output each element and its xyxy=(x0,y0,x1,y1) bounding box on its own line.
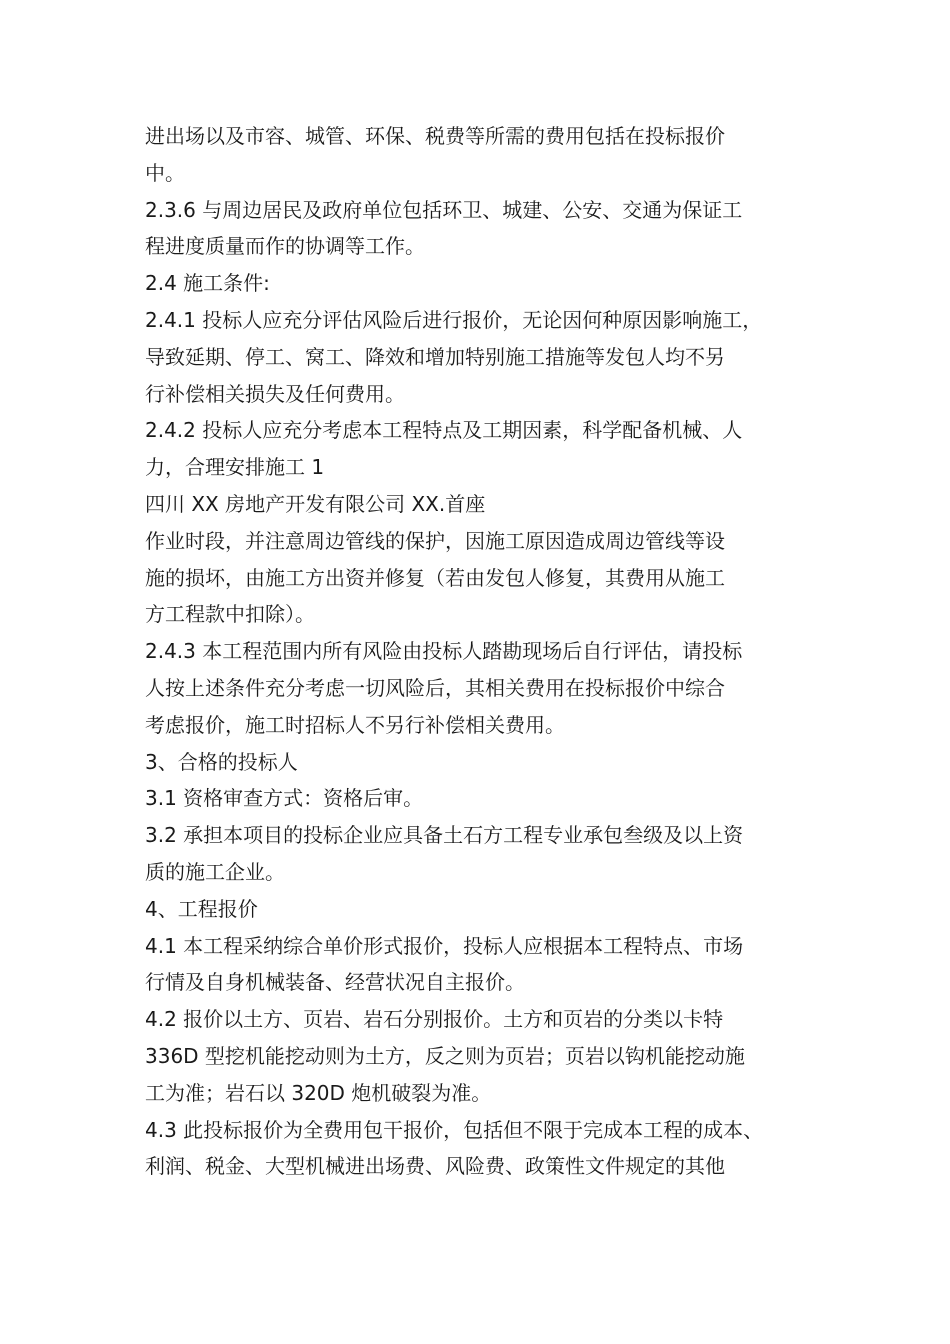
text-line: 导致延期、停工、窝工、降效和增加特别施工措施等发包人均不另 xyxy=(145,344,725,369)
text-line: 人按上述条件充分考虑一切风险后，其相关费用在投标报价中综合 xyxy=(145,675,725,700)
text-line: 方工程款中扣除）。 xyxy=(145,602,315,627)
text-line: 中。 xyxy=(145,160,185,185)
text-line: 2.4.3 本工程范围内所有风险由投标人踏勘现场后自行评估，请投标 xyxy=(145,639,743,664)
text-line: 力，合理安排施工 1 xyxy=(145,455,325,480)
text-line: 行补偿相关损失及任何费用。 xyxy=(145,381,405,406)
section-heading: 3、合格的投标人 xyxy=(145,749,298,774)
text-line: 施的损坏，由施工方出资并修复（若由发包人修复，其费用从施工 xyxy=(145,565,725,590)
text-line: 考虑报价，施工时招标人不另行补偿相关费用。 xyxy=(145,712,565,737)
text-line: 进出场以及市容、城管、环保、税费等所需的费用包括在投标报价 xyxy=(145,124,725,148)
text-line: 3.1 资格审查方式：资格后审。 xyxy=(145,786,424,811)
text-line: 2.3.6 与周边居民及政府单位包括环卫、城建、公安、交通为保证工 xyxy=(145,197,743,222)
section-heading: 2.4 施工条件: xyxy=(145,271,270,296)
text-line: 2.4.2 投标人应充分考虑本工程特点及工期因素，科学配备机械、人 xyxy=(145,418,743,443)
text-line: 3.2 承担本项目的投标企业应具备土石方工程专业承包叁级及以上资 xyxy=(145,823,744,848)
text-line: 工为准；岩石以 320D 炮机破裂为准。 xyxy=(145,1080,492,1105)
text-line: 作业时段，并注意周边管线的保护，因施工原因造成周边管线等设 xyxy=(145,528,725,553)
text-line: 4.2 报价以土方、页岩、岩石分别报价。土方和页岩的分类以卡特 xyxy=(145,1007,724,1032)
text-line: 程进度质量而作的协调等工作。 xyxy=(145,234,425,259)
section-heading: 4、工程报价 xyxy=(145,896,258,921)
company-header: 四川 XX 房地产开发有限公司 XX.首座 xyxy=(145,491,486,516)
text-line: 4.3 此投标报价为全费用包干报价，包括但不限于完成本工程的成本、 xyxy=(145,1117,764,1142)
text-line: 336D 型挖机能挖动则为土方，反之则为页岩；页岩以钩机能挖动施 xyxy=(145,1043,745,1068)
text-line: 行情及自身机械装备、经营状况自主报价。 xyxy=(145,970,525,995)
text-line: 4.1 本工程采纳综合单价形式报价，投标人应根据本工程特点、市场 xyxy=(145,933,744,958)
document-body xyxy=(145,118,815,1185)
text-line: 利润、税金、大型机械进出场费、风险费、政策性文件规定的其他 xyxy=(145,1154,725,1179)
text-line: 2.4.1 投标人应充分评估风险后进行报价，无论因何种原因影响施工， xyxy=(145,307,763,332)
text-line: 质的施工企业。 xyxy=(145,859,285,884)
